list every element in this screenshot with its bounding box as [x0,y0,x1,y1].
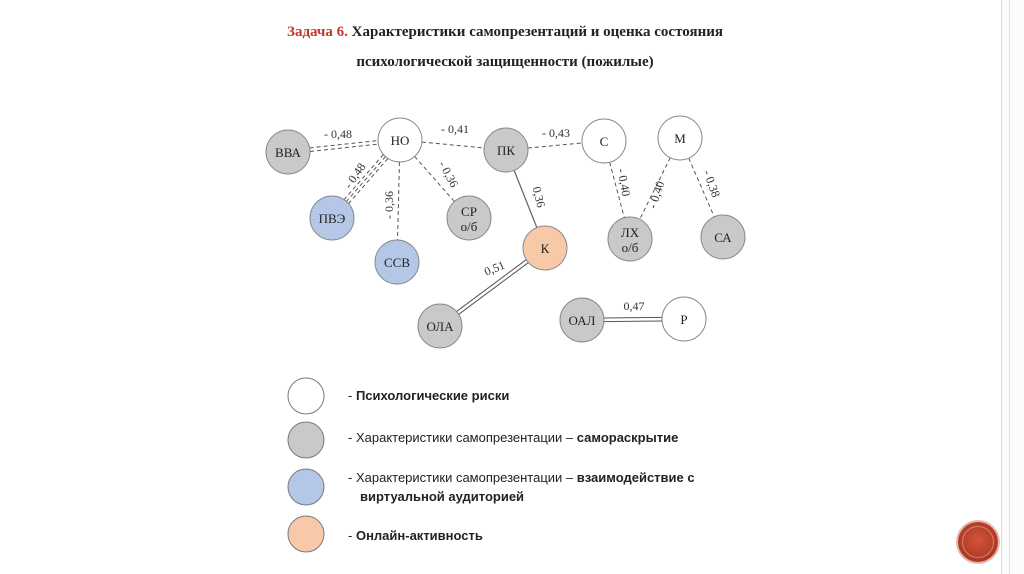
node-sublabel-sr: о/б [460,219,478,234]
node-no [378,118,422,162]
legend-swatch-self-disclosure [288,422,324,458]
title-text-1: Характеристики самопрезентаций и оценка состояния [347,24,723,40]
node-label-no: НО [390,133,410,148]
legend-item-online-activity: - Онлайн-активность [348,528,483,543]
edge-label-m-sa: - 0,38 [700,168,724,200]
node-label-r: Р [680,312,688,327]
edge-label-no-sr: - 0,36 [435,158,462,190]
node-vva [266,130,310,174]
edge-oal-r [604,321,662,322]
node-label-k: К [540,241,550,256]
node-lh [608,217,652,261]
node-sr [447,196,491,240]
next-slide-button[interactable] [958,522,998,562]
node-oal [560,298,604,342]
edge-label-no-pk: - 0,41 [441,122,469,136]
node-label-pk: ПК [496,143,516,158]
edge-label-s-lh: - 0,40 [614,167,634,198]
legend-item-risks: - Психологические риски [348,388,510,403]
node-pk [484,128,528,172]
edge-label-oal-r: 0,47 [623,299,645,313]
nodes-layer [266,116,745,348]
node-label-ola: ОЛА [426,319,454,334]
node-label-pve: ПВЭ [318,211,346,226]
node-k [523,226,567,270]
node-sa [701,215,745,259]
node-s [582,119,626,163]
page-title-line-2: психологической защищенности (пожилые) [356,54,654,70]
edge-no-ssv [398,162,400,240]
edge-label-m-lh: - 0,40 [645,179,668,211]
node-label-oal: ОАЛ [568,313,596,328]
legend-circles-layer [288,378,324,552]
edge-label-vva-no: - 0,48 [324,127,352,141]
edge-oal-r [604,317,662,318]
node-m [658,116,702,160]
edge-label-pk-k: 0,36 [529,185,549,209]
edge-vva-no [310,141,378,148]
title-task-prefix: Задача 6. [287,24,348,40]
edge-pk-s [528,143,582,148]
edge-label-no-ssv: - 0,36 [382,191,396,219]
node-label-lh: ЛХ [620,225,640,240]
edge-label-no-pve: - 0,48 [340,160,369,192]
node-ola [418,304,462,348]
node-r [662,297,706,341]
legend-item-virtual-interaction: - Характеристики самопрезентации – взаимодействие с виртуальной аудиторией [348,470,695,504]
node-pve [310,196,354,240]
node-label-vva: ВВА [275,145,301,160]
legend-item-self-disclosure: - Характеристики самопрезентации – самораскрытие [348,430,679,445]
edge-no-pk [422,142,484,148]
legend-swatch-risks [288,378,324,414]
node-label-sa: СА [714,230,732,245]
legend-swatch-online-activity [288,516,324,552]
legend-swatch-virtual-interaction [288,469,324,505]
node-label-ssv: ССВ [383,255,411,270]
edge-vva-no [310,144,378,151]
node-label-m: М [674,131,686,146]
node-label-s: С [599,134,609,149]
node-label-sr: СР [461,204,477,219]
node-ssv [375,240,419,284]
node-sublabel-lh: о/б [621,240,639,255]
edge-label-k-ola: 0,51 [482,257,507,279]
edge-label-pk-s: - 0,43 [542,126,570,140]
